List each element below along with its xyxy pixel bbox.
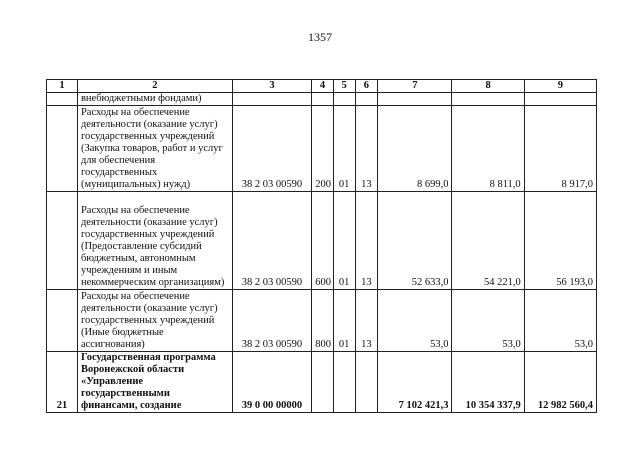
column-header: 6 <box>355 80 378 93</box>
year2-amount-cell <box>452 93 524 106</box>
section-cell <box>333 93 355 106</box>
expense-type-cell: 600 <box>312 192 334 290</box>
year2-amount-cell: 8 811,0 <box>452 106 524 192</box>
column-header: 8 <box>452 80 524 93</box>
column-header: 7 <box>378 80 452 93</box>
year1-amount-cell: 52 633,0 <box>378 192 452 290</box>
year1-amount-cell: 7 102 421,3 <box>378 352 452 413</box>
table-row <box>47 352 597 413</box>
year2-amount-cell: 53,0 <box>452 290 524 352</box>
row-number-cell <box>47 192 78 290</box>
subsection-cell: 13 <box>355 192 378 290</box>
row-name-cell: Расходы на обеспечение деятельности (оказание услуг) государственных учреждений (Закупка товаров, работ и услуг для обеспечения государственных (муниципальных) нужд) <box>77 106 232 192</box>
table-row <box>47 106 597 192</box>
year1-amount-cell: 8 699,0 <box>378 106 452 192</box>
row-name-cell: Расходы на обеспечение деятельности (оказание услуг) государственных учреждений (Предоставление субсидий бюджетным, автономным учреждениям и иным некоммерческим организациям) <box>77 192 232 290</box>
target-code-cell: 38 2 03 00590 <box>232 290 311 352</box>
year2-amount-cell: 10 354 337,9 <box>452 352 524 413</box>
expense-type-cell: 200 <box>312 106 334 192</box>
target-code-cell <box>232 93 311 106</box>
target-code-cell: 39 0 00 00000 <box>232 352 311 413</box>
year3-amount-cell: 53,0 <box>524 290 596 352</box>
year3-amount-cell: 12 982 560,4 <box>524 352 596 413</box>
year2-amount-cell: 54 221,0 <box>452 192 524 290</box>
budget-table <box>46 79 597 413</box>
table-header-row <box>47 80 597 93</box>
expense-type-cell: 800 <box>312 290 334 352</box>
expense-type-cell <box>312 352 334 413</box>
row-number-cell <box>47 290 78 352</box>
target-code-cell: 38 2 03 00590 <box>232 106 311 192</box>
target-code-cell: 38 2 03 00590 <box>232 192 311 290</box>
year3-amount-cell: 56 193,0 <box>524 192 596 290</box>
year3-amount-cell: 8 917,0 <box>524 106 596 192</box>
subsection-cell <box>355 352 378 413</box>
table-row <box>47 93 597 106</box>
row-number-cell <box>47 93 78 106</box>
row-number-cell <box>47 106 78 192</box>
section-cell: 01 <box>333 290 355 352</box>
page-number: 1357 <box>308 30 332 44</box>
section-cell <box>333 352 355 413</box>
row-name-cell: Государственная программа Воронежской области «Управление государственными финансами, создание <box>77 352 232 413</box>
column-header: 2 <box>77 80 232 93</box>
subsection-cell: 13 <box>355 290 378 352</box>
row-name-cell: внебюджетными фондами) <box>77 93 232 106</box>
column-header: 4 <box>312 80 334 93</box>
table-row <box>47 192 597 290</box>
table-row <box>47 290 597 352</box>
year1-amount-cell: 53,0 <box>378 290 452 352</box>
section-cell: 01 <box>333 192 355 290</box>
row-number-cell: 21 <box>47 352 78 413</box>
column-header: 1 <box>47 80 78 93</box>
subsection-cell <box>355 93 378 106</box>
column-header: 3 <box>232 80 311 93</box>
year1-amount-cell <box>378 93 452 106</box>
expense-type-cell <box>312 93 334 106</box>
subsection-cell: 13 <box>355 106 378 192</box>
row-name-cell: Расходы на обеспечение деятельности (оказание услуг) государственных учреждений (Иные бюджетные ассигнования) <box>77 290 232 352</box>
section-cell: 01 <box>333 106 355 192</box>
column-header: 5 <box>333 80 355 93</box>
column-header: 9 <box>524 80 596 93</box>
year3-amount-cell <box>524 93 596 106</box>
